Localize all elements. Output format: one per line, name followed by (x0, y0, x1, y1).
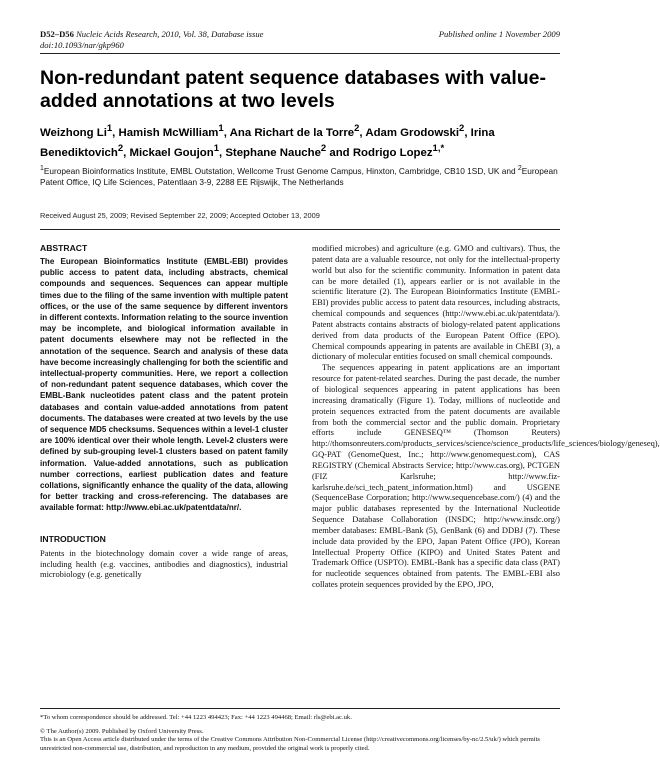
introduction-heading: INTRODUCTION (40, 533, 106, 544)
abstract-text: The European Bioinformatics Institute (EMBL-EBI) provides public access to patent data, including abstracts, chemical compounds and sequences. Sequences can appear multiple times due to the filing of the same invention with multiple patent offices, or the use of the same sequence by different inventors in different contexts. Information relating to the source invention may be incomplete, and biological information available in patent documents elsewhere may not be reflected in the annotation of the sequence. Search and analysis of these data have become increasingly challenging for both the scientific and intellectual-property communities. Here, we report a collection of non-redundant patent sequence databases, which cover the EMBL-Bank nucleotides patent class and the patent protein databases and contain value-added annotations from patent documents. The databases were created at two levels by the use of sequence MD5 checksums. Sequences within a level-1 cluster are 100% identical over their whole length. Level-2 clusters were defined by sub-grouping level-1 clusters based on patent family information. Value-added annotations, such as publication number corrections, earliest publication dates and feature collations, significantly enhance the quality of the data, allowing for better tracking and cross-referencing. The databases are available format: http://www.ebi.ac.uk/patentdata/nr/. (40, 257, 288, 513)
dates-rule (40, 229, 560, 230)
author: Mickael Goujon$^1$ (129, 143, 219, 160)
author: Weizhong Li$^1$ (40, 123, 113, 139)
author: Hamish McWilliam$^1$ (118, 123, 224, 139)
introduction-text: Patents in the biotechnology domain cover a wide range of areas, including health (e.g. vaccines, antibodies and diagnostics), industrial microbiology (e.g. genetically (40, 547, 288, 580)
running-head (40, 29, 560, 50)
received-dates: Received August 25, 2009; Revised September 22, 2009; Accepted October 13, 2009 (40, 211, 320, 220)
author: Adam Grodowski$^2$ (365, 123, 465, 139)
article-title: Non-redundant patent sequence databases with value-added annotations at two levels (40, 67, 547, 112)
right-column (312, 243, 660, 590)
introduction-paragraph: The sequences appearing in patent applications are an important resource for patent-related searches. During the past decade, the number of biological sequences appearing in patent applications has been increasing dramatically (Figure 1). Today, millions of nucleotide and protein sequences extracted from the patent documents are available from both the commercial sector and the public domain. Proprietary efforts include GENESEQ™ (Thomson Reuters) http://thomsonreuters.com/products_services/science/science_products/life_sciences/biology/geneseq), GQ-PAT (GenomeQuest, Inc.; http://www.genomequest.com), CAS REGISTRY (Chemical Abstracts Service; http://www.cas.org), PCTGEN (FIZ Karlsruhe; http://www.fiz-karlsruhe.de/sci_tech_patent_information.html) and USGENE (SequenceBase Corporation; http://www.sequencebase.com/) (4) and the major public databases represented by the International Nucleotide Sequence Database Collaboration (INSDC; http://www.insdc.org/) member databases: EMBL-Bank (5), GenBank (6) and DDBJ (7). These include data provided by the EPO, Japan Patent Office (JPO), Korean Intellectual Property Office (KIPO) and United States Patent and Trademark Office (USPTO). EMBL-Bank has a specific data class (PAT) for nucleotide sequences obtained from patents. The EMBL-EBI also collates protein sequences provided by the EPO, JPO, (312, 362, 660, 590)
header-rule (40, 53, 560, 54)
introduction-paragraph: modified microbes) and agriculture (e.g. GMO and cultivars). Thus, the patent data are a valuable resource, not only for the intellectual-property world but also for the scientific community. Information in patent data can be more detailed (1), appears earlier or is not available in the scientific literature (2). The European Bioinformatics Institute (EMBL-EBI) provides public access to patent data resources, including abstracts, chemical compounds and sequences (http://www.ebi.ac.uk/patentdata/). Patent abstracts contains abstracts of biology-related patent applications derived from data products of the European Patent Office (EPO). Chemical compounds appearing in patents are available in ChEBI (3), a dictionary of molecular entities focused on small chemical compounds. (312, 243, 560, 362)
published-date: Published online 1 November 2009 (438, 29, 560, 39)
copyright-note: © The Author(s) 2009. Published by Oxford University Press. (40, 727, 204, 735)
abstract-heading: ABSTRACT (40, 243, 88, 253)
footnote-rule (40, 708, 560, 709)
correspondence-note: *To whom correspondence should be addressed. Tel: +44 1223 494423; Fax: +44 1223 494468; Email: rls@ebi.ac.uk. (40, 714, 352, 721)
affiliations: $^1$European Bioinformatics Institute, EMBL Outstation, Wellcome Trust Genome Campus, Hinxton, Cambridge, CB10 1SD, UK and $^2$European Patent Office, IQ Life Sciences, Patentlaan 3-9, 2288 EE Rijswijk, The Netherlands (40, 165, 558, 188)
author: Stephane Nauche$^2$ (225, 143, 327, 160)
footnotes (40, 714, 560, 753)
license-note: This is an Open Access article distributed under the terms of the Creative Commons Attribution Non-Commercial License (http://creativecommons.org/licenses/by-nc/2.5/uk/) which permits unrestricted non-commercial use, distribution, and reproduction in any medium, provided the original work is properly cited. (40, 736, 540, 752)
page-range: D52–D56 (40, 29, 74, 39)
author-list: Weizhong Li$^1$, Hamish McWilliam$^1$, Ana Richart de la Torre$^2$, Adam Grodowski$^2$, Irina Benediktovich$^2$, Mickael Goujon$^1$, Stephane Nauche$^2$ and Rodrigo Lopez$^{1,*}$ (40, 123, 495, 160)
left-column (40, 243, 288, 580)
author: Irina Benediktovich$^2$ (40, 126, 495, 160)
journal-citation: Nucleic Acids Research, 2010, Vol. 38, Database issue (76, 29, 264, 39)
author: Rodrigo Lopez$^{1,*}$ (352, 143, 445, 160)
doi: doi:10.1093/nar/gkp960 (40, 39, 124, 50)
author: Ana Richart de la Torre$^2$ (229, 123, 360, 139)
